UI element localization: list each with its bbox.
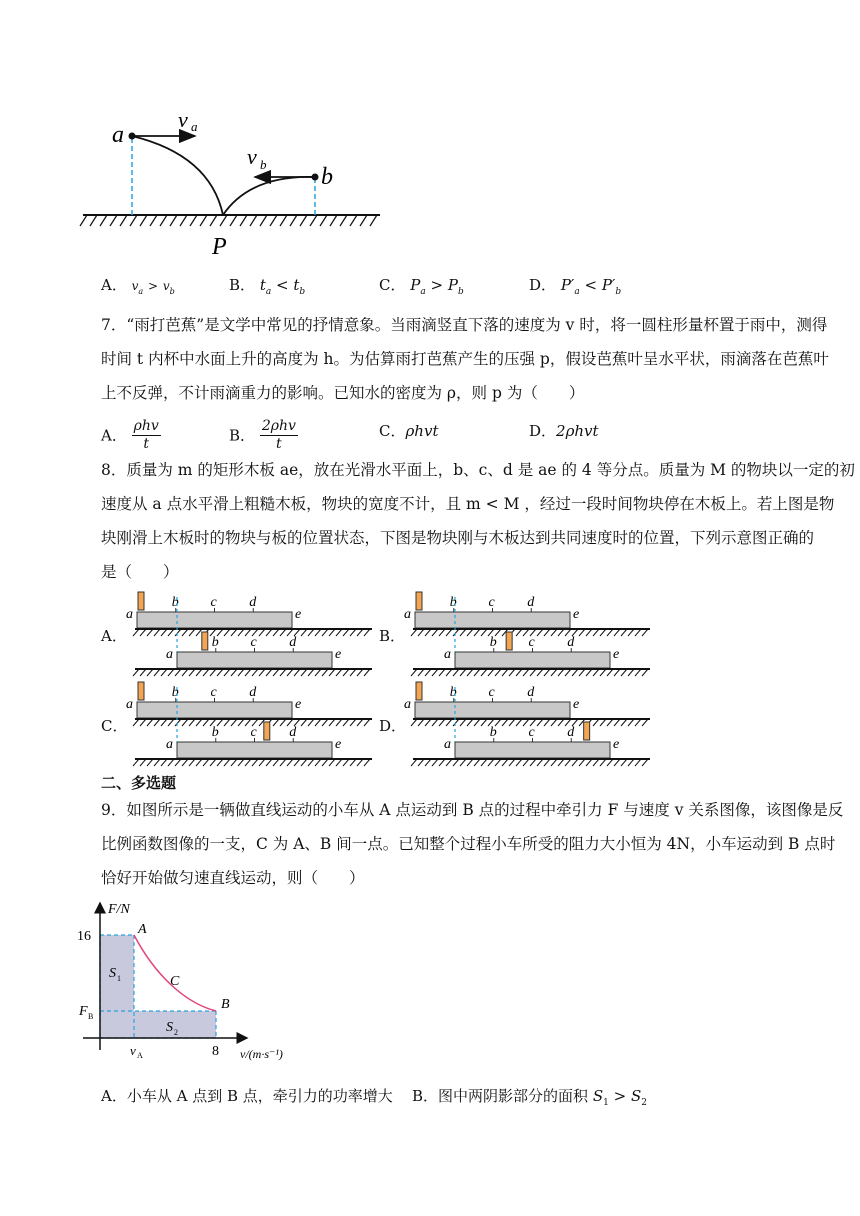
y-axis-label: F/N (108, 902, 130, 917)
label-va: v (178, 107, 188, 132)
board-point-label: b (211, 635, 219, 650)
board-point-label: d (249, 595, 257, 610)
board-point-label: c (488, 685, 495, 700)
region-s1-sub: 1 (117, 974, 121, 983)
board-point-label: c (488, 595, 495, 610)
panel-a (126, 592, 372, 676)
board-point-label: d (527, 685, 535, 700)
panel-b (404, 592, 650, 676)
inverse-curve (134, 935, 216, 1011)
label-a: a (112, 122, 124, 148)
block (202, 632, 208, 650)
board-point-label: e (335, 737, 342, 752)
block (584, 722, 590, 740)
q6-option-b[interactable]: B． $t_a < t_b$ (229, 276, 306, 297)
board-point-label: b (171, 595, 179, 610)
board-point-label: c (528, 725, 535, 740)
board-point-label: b (489, 725, 497, 740)
q6-option-d[interactable]: D． $P'_a < P'_b$ (529, 276, 622, 297)
board-point-label: d (567, 635, 575, 650)
board-point-label: e (295, 607, 302, 622)
board-point-label: d (567, 725, 575, 740)
region-s2-label: S (166, 1020, 173, 1035)
x-tick-va-sub: A (137, 1051, 143, 1060)
q8-line-2: 速度从 a 点水平滑上粗糙木板，物块的宽度不计，且 m < M ，经过一段时间物块停在木板上。若上图是物 (101, 495, 835, 513)
point-C-label: C (170, 974, 180, 989)
label-b: b (321, 164, 333, 190)
board-diagrams (0, 585, 860, 770)
board-point-label: e (613, 647, 620, 662)
board-point-label: a (404, 607, 411, 622)
board-point-label: e (573, 697, 580, 712)
block (506, 632, 512, 650)
board-bottom (455, 652, 610, 668)
block (138, 592, 144, 610)
q8-option-d[interactable]: D． (379, 717, 407, 735)
region-s1-label: S (109, 966, 116, 981)
x-axis-label: v/(m·s⁻¹) (240, 1047, 283, 1061)
block (416, 682, 422, 700)
board-point-label: b (449, 595, 457, 610)
x-tick-8: 8 (212, 1044, 219, 1059)
board-point-label: a (166, 647, 173, 662)
y-tick-fb: F (79, 1004, 88, 1019)
label-va-sub: a (191, 119, 198, 134)
section-title: 二、多选题 (101, 774, 177, 792)
block (264, 722, 270, 740)
board-point-label: a (444, 737, 451, 752)
x-tick-va: v (130, 1043, 136, 1058)
board-point-label: a (444, 647, 451, 662)
y-tick-fb-sub: B (88, 1012, 94, 1021)
board-point-label: b (449, 685, 457, 700)
q8-option-c[interactable]: C． (101, 717, 128, 735)
q7-option-b[interactable]: B． $\frac{\text{2ρhv}}{t}$ (229, 418, 296, 452)
board-bottom (455, 742, 610, 758)
board-bottom (177, 742, 332, 758)
y-tick-16: 16 (77, 929, 91, 944)
label-vb: v (247, 144, 257, 169)
q8-line-1: 8．质量为 m 的矩形木板 ae，放在光滑水平面上，b、c、d 是 ae 的 4 等分点。质量为 M 的物块以一定的初 (101, 461, 855, 479)
q7-line-2: 时间 t 内杯中水面上升的高度为 h。为估算雨打芭蕉产生的压强 p，假设芭蕉叶呈水平状，雨滴落在芭蕉叶 (101, 350, 829, 368)
q9-option-b[interactable]: B．图中两阴影部分的面积 $S_1 > S_2$ (412, 1087, 647, 1108)
board-point-label: b (171, 685, 179, 700)
board-point-label: b (489, 635, 497, 650)
block (416, 592, 422, 610)
board-top (137, 612, 292, 628)
panel-d (404, 682, 650, 766)
board-point-label: c (210, 685, 217, 700)
q9-line-3: 恰好开始做匀速直线运动，则（ ） (101, 869, 365, 887)
projectile-figure (75, 100, 395, 265)
board-point-label: a (126, 697, 133, 712)
region-s1-shade (100, 935, 134, 1038)
board-point-label: d (289, 635, 297, 650)
label-vb-sub: b (260, 157, 267, 172)
q8-line-4: 是（ ） (101, 563, 179, 581)
point-B-label: B (221, 997, 230, 1012)
q9-line-1: 9．如图所示是一辆做直线运动的小车从 A 点运动到 B 点的过程中牵引力 F 与速度 v 关系图像，该图像是反 (101, 801, 844, 819)
q6-option-a[interactable]: A． $v_a > v_b$ (101, 276, 175, 296)
block (138, 682, 144, 700)
q9-option-a[interactable]: A．小车从 A 点到 B 点，牵引力的功率增大 (101, 1087, 393, 1105)
board-top (415, 702, 570, 718)
q7-option-a[interactable]: A． $\frac{\text{ρhv}}{t}$ (101, 418, 159, 452)
panel-c (126, 682, 372, 766)
board-point-label: e (335, 647, 342, 662)
q8-line-3: 块刚滑上木板时的物块与板的位置状态，下图是物块刚与木板达到共同速度时的位置，下列示意图正确的 (101, 529, 815, 547)
board-top (137, 702, 292, 718)
board-top (415, 612, 570, 628)
board-point-label: c (250, 635, 257, 650)
q6-option-c[interactable]: C． $P_a > P_b$ (379, 276, 464, 297)
board-point-label: d (527, 595, 535, 610)
board-point-label: c (528, 635, 535, 650)
board-point-label: c (250, 725, 257, 740)
q8-option-b[interactable]: B． (379, 627, 406, 645)
q8-option-a[interactable]: A． (101, 627, 127, 645)
board-point-label: c (210, 595, 217, 610)
board-point-label: e (295, 697, 302, 712)
label-P: P (212, 234, 227, 260)
board-point-label: a (166, 737, 173, 752)
q9-line-2: 比例函数图像的一支，C 为 A、B 间一点。已知整个过程小车所受的阻力大小恒为 4N，小车运动到 B 点时 (101, 835, 836, 853)
board-point-label: e (573, 607, 580, 622)
board-point-label: a (126, 607, 133, 622)
board-point-label: d (289, 725, 297, 740)
ground-hatching (80, 215, 377, 226)
board-point-label: b (211, 725, 219, 740)
q7-option-d[interactable]: D．2ρhvt (529, 422, 599, 440)
board-point-label: d (249, 685, 257, 700)
q7-line-3: 上不反弹，不计雨滴重力的影响。已知水的密度为 ρ，则 p 为（ ） (101, 384, 585, 402)
point-A-label: A (138, 922, 147, 937)
q7-line-1: 7．“雨打芭蕉”是文学中常见的抒情意象。当雨滴竖直下落的速度为 v 时，将一圆柱形量杯置于雨中，测得 (101, 316, 828, 334)
board-bottom (177, 652, 332, 668)
q7-option-c[interactable]: C．ρhvt (379, 422, 439, 440)
board-point-label: e (613, 737, 620, 752)
force-velocity-graph (75, 895, 315, 1065)
region-s2-sub: 2 (174, 1028, 178, 1037)
board-point-label: a (404, 697, 411, 712)
